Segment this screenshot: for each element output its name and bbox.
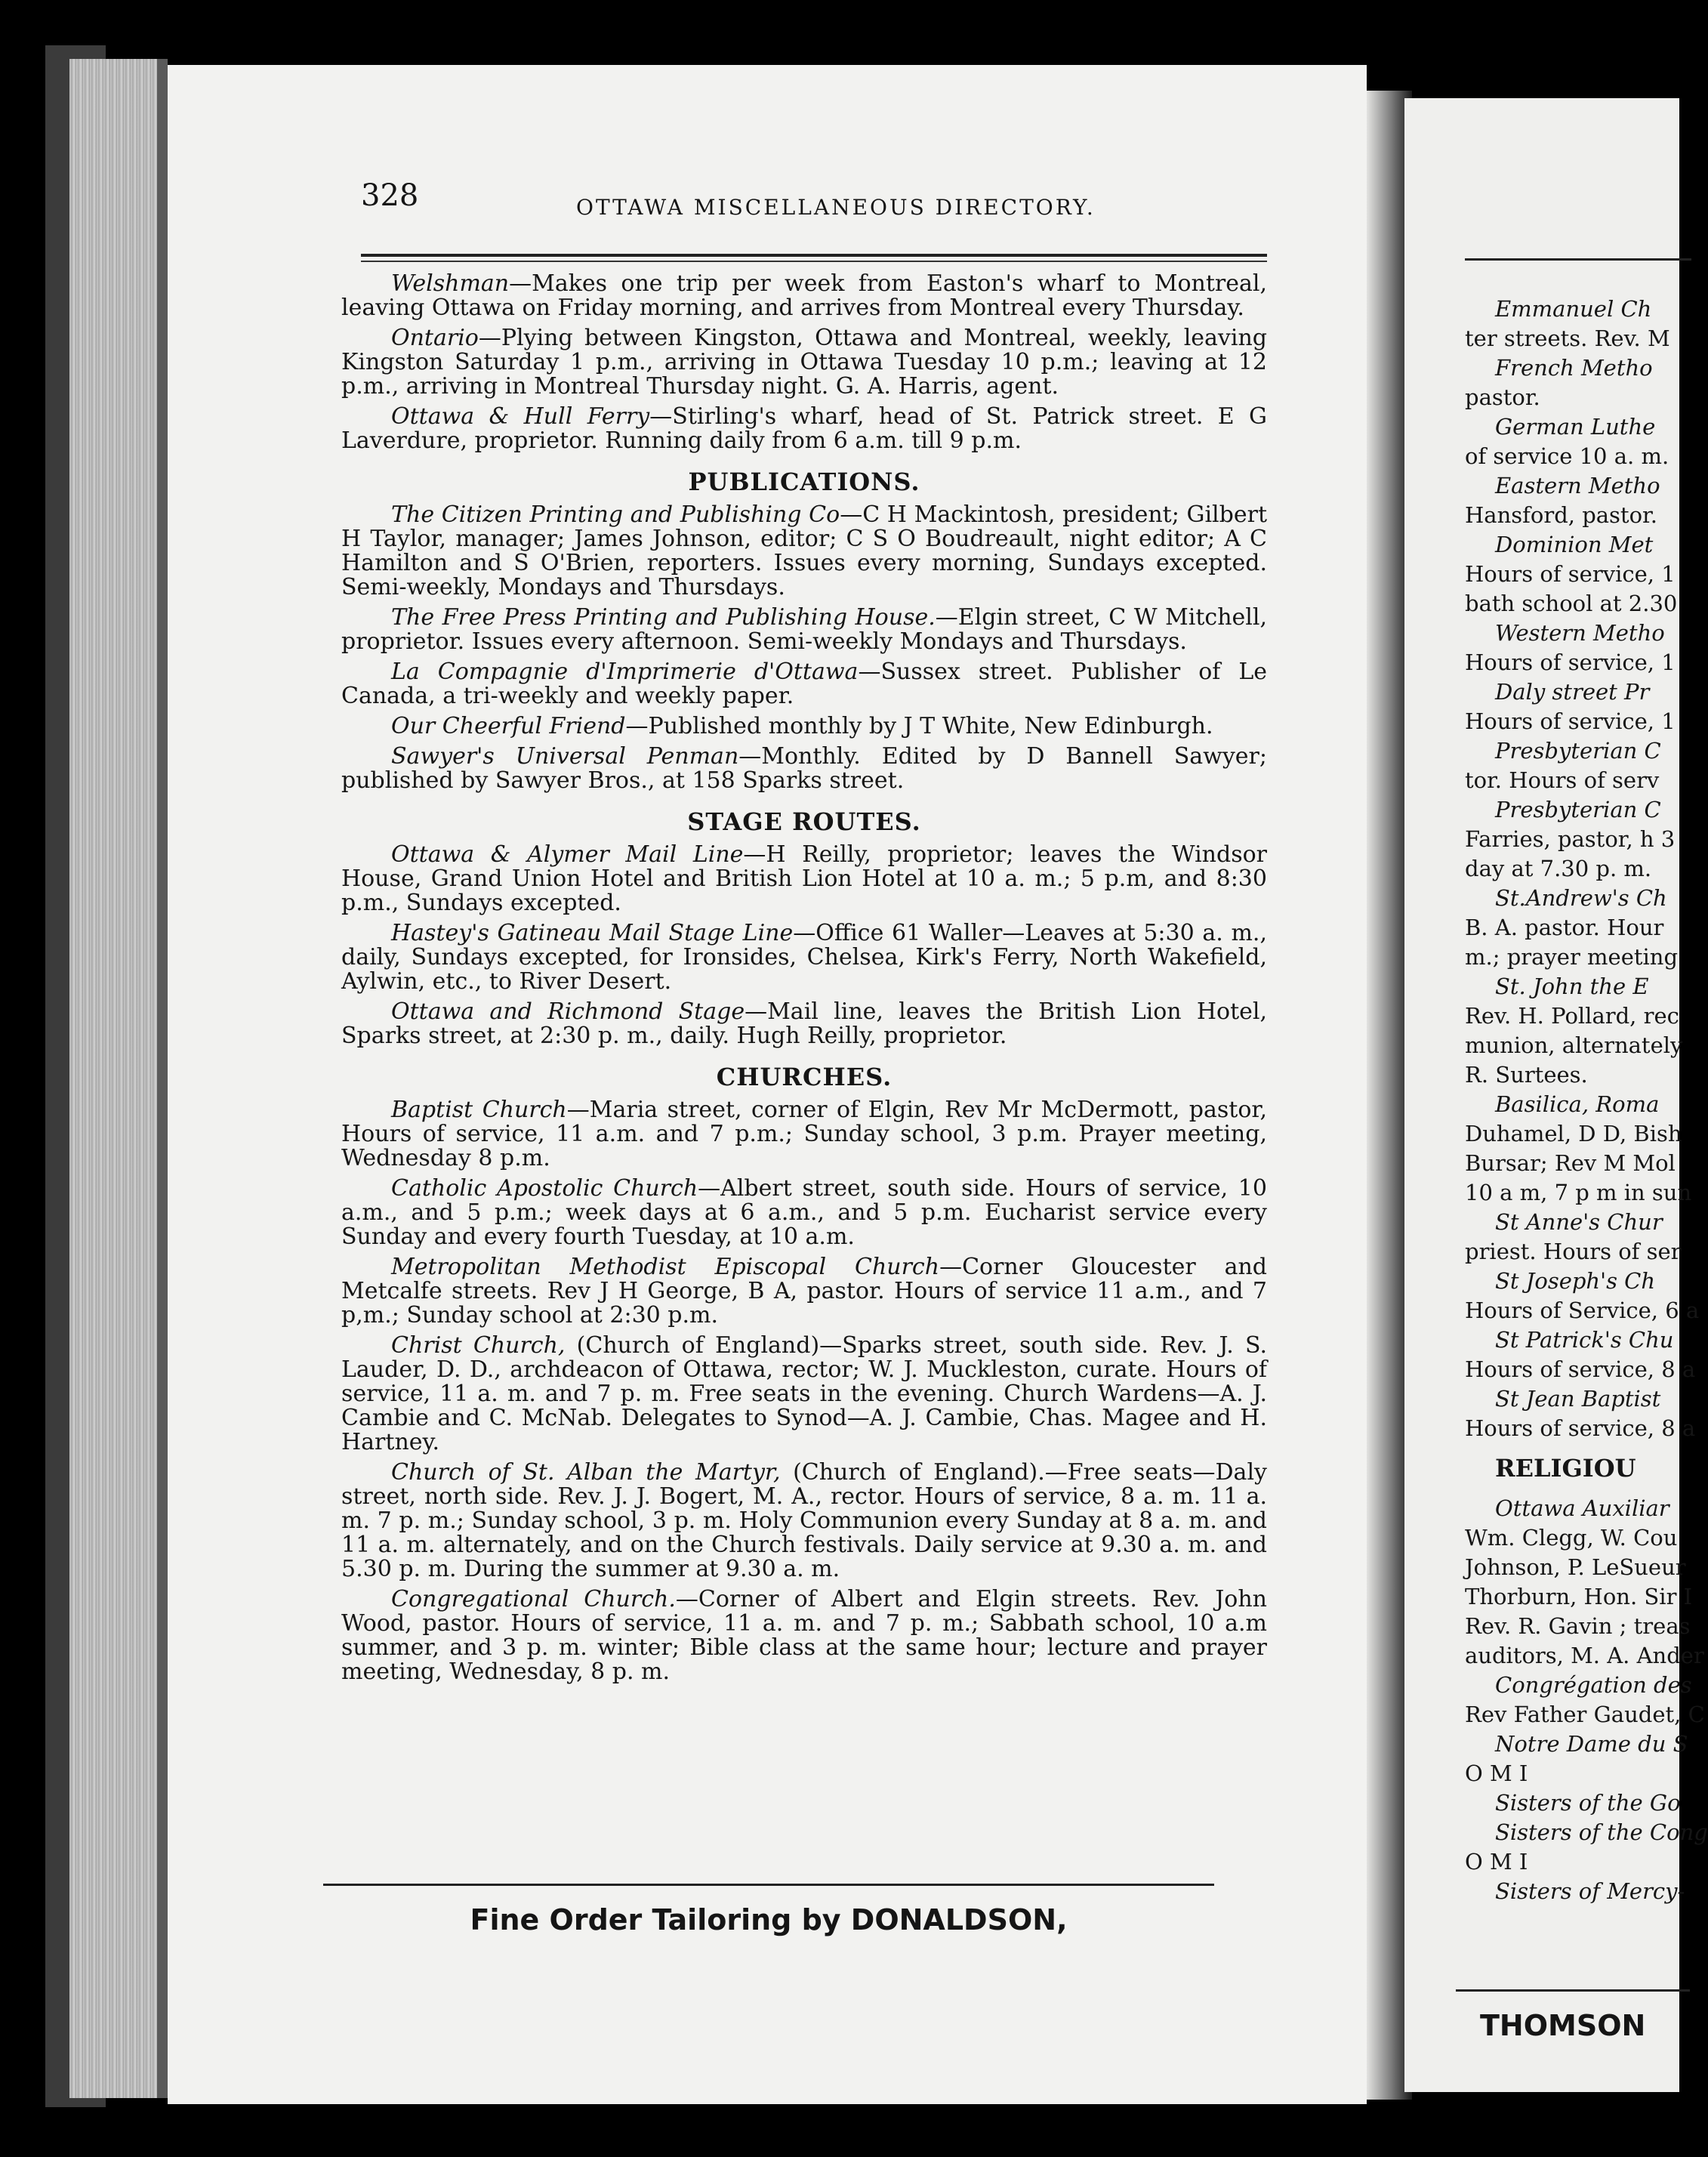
right-page-line: Duhamel, D D, Bish	[1465, 1121, 1682, 1146]
entry-text: —Office 61 Waller—Leaves at 5:30 a. m., daily, Sundays excepted, for Ironsides, Chelsea, Kirk's Ferry, North Wakefield, Aylwin, etc., to River Desert.	[341, 920, 1267, 995]
right-page-line: German Luthe	[1495, 414, 1656, 440]
entry-text: —Monthly. Edited by D Bannell Sawyer; published by Sawyer Bros., at 158 Sparks street.	[341, 743, 1267, 794]
directory-entry	[341, 714, 1267, 739]
directory-entry	[341, 405, 1267, 453]
right-page-line: St.Andrew's Ch	[1495, 885, 1667, 911]
entry-name: Catholic Apostolic Church	[391, 1175, 698, 1202]
directory-entry	[341, 745, 1267, 793]
entry-name: Ottawa and Richmond Stage	[391, 998, 745, 1025]
right-page-line: day at 7.30 p. m.	[1465, 856, 1652, 881]
right-page-line: Congrégation des	[1495, 1672, 1692, 1698]
right-page-line: 10 a m, 7 p m in sun	[1465, 1180, 1692, 1205]
right-page-line: Emmanuel Ch	[1495, 296, 1652, 322]
entry-text: —Mail line, leaves the British Lion Hotel, Sparks street, at 2:30 p. m., daily. Hugh Reilly, proprietor.	[341, 998, 1268, 1049]
right-page-line: Presbyterian C	[1495, 797, 1661, 822]
directory-entry	[341, 1255, 1267, 1328]
right-page-line: Hours of service, 1	[1465, 708, 1676, 734]
directory-entry	[341, 921, 1267, 994]
entry-text: —Elgin street, C W Mitchell, proprietor. Issues every afternoon. Semi-weekly Mondays and Thursdays.	[341, 604, 1267, 655]
right-page-line: Notre Dame du S	[1495, 1731, 1688, 1757]
right-page-lines	[1465, 295, 1706, 1906]
page-number: 328	[361, 178, 419, 213]
entry-name: Metropolitan Methodist Episcopal Church	[391, 1254, 940, 1280]
right-page-line: Sisters of the Cong	[1495, 1819, 1708, 1845]
entry-name: Sawyer's Universal Penman	[391, 743, 739, 770]
right-page-line: B. A. pastor. Hour	[1465, 915, 1664, 940]
header-rule	[361, 254, 1267, 257]
right-page-line: Farries, pastor, h 3	[1465, 826, 1676, 852]
entry-text: (Church of England).—Free seats—Daly street, north side. Rev. J. J. Bogert, M. A., rector. Hours of service, 8 a. m. 11 a. m. 7 p. m.; Sunday school, 3 p. m. Holy Communion every Sunday at 8 a. m. and 11 a. m. alternately, and on the Church festivals. Daily service at 9.30 a. m. and 5.30 p. m. During the summer at 9.30 a. m.	[341, 1459, 1267, 1582]
page-header	[361, 172, 1267, 218]
right-page-line: Rev. H. Pollard, rec	[1465, 1003, 1679, 1029]
entry-name: Ontario	[391, 325, 479, 351]
right-page-line: Hours of service, 8 a	[1465, 1356, 1696, 1382]
entry-name: Our Cheerful Friend	[391, 713, 626, 739]
directory-entry	[341, 606, 1267, 654]
right-page-line: ter streets. Rev. M	[1465, 326, 1670, 351]
entry-text: —Sussex street. Publisher of Le Canada, a tri-weekly and weekly paper.	[341, 659, 1267, 709]
right-page-line: Eastern Metho	[1495, 473, 1660, 498]
directory-entry	[341, 660, 1267, 708]
entry-text: —H Reilly, proprietor; leaves the Windsor House, Grand Union Hotel and British Lion Hotel at 10 a. m.; 5 p.m, and 8:30 p.m., Sundays excepted.	[341, 841, 1267, 916]
right-page-line: Daly street Pr	[1495, 679, 1650, 705]
right-page-line: Hours of Service, 6 a	[1465, 1298, 1700, 1323]
entry-text: —Makes one trip per week from Easton's wharf to Montreal, leaving Ottawa on Friday morning, and arrives from Montreal every Thursday.	[341, 270, 1267, 321]
right-page-line: Sisters of Mercy-	[1495, 1878, 1685, 1904]
right-page-footer-rule	[1456, 1989, 1690, 1992]
directory-content	[341, 272, 1267, 1690]
right-page-line: priest. Hours of ser	[1465, 1239, 1682, 1264]
entry-text: —Corner Gloucester and Metcalfe streets. Rev J H George, B A, pastor. Hours of service 11 a.m., and 7 p,m.; Sunday school at 2:30 p.m.	[341, 1254, 1267, 1328]
entry-text: —Maria street, corner of Elgin, Rev Mr McDermott, pastor, Hours of service, 11 a.m. and 7 p.m.; Sunday school, 3 p.m. Prayer meeting, Wednesday 8 p.m.	[341, 1097, 1267, 1171]
entry-text: —Corner of Albert and Elgin streets. Rev. John Wood, pastor. Hours of service, 11 a. m. and 7 p. m.; Sabbath school, 10 a.m summer, and 3 p. m. winter; Bible class at the same hour; lecture and prayer meeting, Wednesday, 8 p. m.	[341, 1586, 1267, 1685]
right-page-line: O M I	[1465, 1849, 1528, 1875]
right-page-line: Presbyterian C	[1495, 738, 1661, 764]
footer-advertisement: Fine Order Tailoring by DONALDSON,	[470, 1903, 1068, 1936]
directory-entry	[341, 843, 1267, 915]
right-page-line: Rev Father Gaudet, C	[1465, 1702, 1705, 1727]
right-page-line: Hours of service, 1	[1465, 561, 1676, 587]
entry-text: —C H Mackintosh, president; Gilbert H Taylor, manager; James Johnson, editor; C S O Boudreault, night editor; A C Hamilton and S O'Brien, reporters. Issues every morning, Sundays excepted. Semi-weekly, Mondays and Thursdays.	[341, 501, 1267, 600]
entry-name: Congregational Church.	[391, 1586, 676, 1612]
right-page-line: Basilica, Roma	[1495, 1091, 1660, 1117]
entry-name: Baptist Church	[391, 1097, 567, 1123]
right-page-section-heading: RELIGIOU	[1495, 1454, 1636, 1483]
entry-name: La Compagnie d'Imprimerie d'Ottawa	[391, 659, 859, 685]
entry-text: —Published monthly by J T White, New Edinburgh.	[625, 713, 1213, 739]
right-page-line: bath school at 2.30	[1465, 591, 1678, 616]
entry-name: Christ Church,	[391, 1332, 566, 1359]
entry-name: The Citizen Printing and Publishing Co	[391, 501, 840, 528]
entry-name: Ottawa & Hull Ferry	[391, 403, 650, 430]
right-page-line: Hours of service, 8 a	[1465, 1415, 1696, 1441]
footer-rule	[323, 1884, 1214, 1886]
right-page-line: Western Metho	[1495, 620, 1665, 646]
right-page-line: Thorburn, Hon. Sir I	[1465, 1584, 1693, 1609]
right-page-line: Hours of service, 1	[1465, 650, 1676, 675]
entry-text: —Plying between Kingston, Ottawa and Montreal, weekly, leaving Kingston Saturday 1 p.m., arriving in Ottawa Tuesday 10 p.m.; leaving at 12 p.m., arriving in Montreal Thursday night. G. A. Harris, agent.	[341, 325, 1267, 400]
right-page-line: auditors, M. A. Ander	[1465, 1643, 1704, 1668]
right-page-line: St Jean Baptist	[1495, 1386, 1661, 1412]
entry-name: Church of St. Alban the Martyr,	[391, 1459, 781, 1486]
entry-text: (Church of England)—Sparks street, south side. Rev. J. S. Lauder, D. D., archdeacon of Ottawa, rector; W. J. Muckleston, curate. Hours of service, 11 a. m. and 7 p. m. Free seats in the evening. Church Wardens—A. J. Cambie and C. McNab. Delegates to Synod—A. J. Cambie, Chas. Magee and H. Hartney.	[341, 1332, 1267, 1455]
right-page-line: Dominion Met	[1495, 532, 1654, 557]
right-page-line: French Metho	[1495, 355, 1653, 381]
entry-text: —Stirling's wharf, head of St. Patrick street. E G Laverdure, proprietor. Running daily from 6 a.m. till 9 p.m.	[341, 403, 1267, 454]
directory-entry	[341, 1177, 1267, 1249]
right-page-line: St. John the E	[1495, 974, 1649, 999]
right-page-line: Wm. Clegg, W. Cou	[1465, 1525, 1678, 1551]
right-page-line: pastor.	[1465, 384, 1540, 410]
edge-shadow	[157, 59, 168, 2098]
right-page	[1404, 98, 1708, 2092]
page-edges	[69, 59, 160, 2098]
right-page-line: O M I	[1465, 1760, 1528, 1786]
right-page-line: Hansford, pastor.	[1465, 502, 1657, 528]
directory-entry	[341, 1000, 1267, 1048]
entry-name: The Free Press Printing and Publishing House.	[391, 604, 936, 631]
right-page-line: Ottawa Auxiliar	[1495, 1495, 1669, 1521]
right-page-line: St Anne's Chur	[1495, 1209, 1663, 1235]
entry-name: Welshman	[391, 270, 510, 297]
section-heading: STAGE ROUTES.	[687, 807, 921, 836]
right-page-line: Johnson, P. LeSueur	[1465, 1554, 1686, 1580]
directory-entry	[341, 1334, 1267, 1455]
directory-entry	[341, 1461, 1267, 1581]
entry-name: Ottawa & Alymer Mail Line	[391, 841, 744, 868]
entry-text: —Albert street, south side. Hours of service, 10 a.m., and 5 p.m.; week days at 6 a.m., and 5 p.m. Eucharist service every Sunday and every fourth Tuesday, at 10 a.m.	[341, 1175, 1267, 1250]
directory-entry	[341, 503, 1267, 600]
right-page-line: Bursar; Rev M Mol	[1465, 1150, 1676, 1176]
right-page-line: St Joseph's Ch	[1495, 1268, 1656, 1294]
right-page-line: of service 10 a. m.	[1465, 443, 1669, 469]
running-head: OTTAWA MISCELLANEOUS DIRECTORY.	[576, 195, 1096, 220]
directory-entry	[341, 1588, 1267, 1684]
section-heading: CHURCHES.	[716, 1063, 893, 1091]
right-page-footer-advertisement: THOMSON	[1480, 2009, 1646, 2042]
right-page-line: Sisters of the Go	[1495, 1790, 1681, 1816]
right-page-line: Rev. R. Gavin ; treas	[1465, 1613, 1691, 1639]
section-heading: PUBLICATIONS.	[688, 468, 920, 496]
right-page-line: tor. Hours of serv	[1465, 767, 1660, 793]
directory-entry	[341, 1098, 1267, 1171]
header-rule-thin	[361, 261, 1267, 262]
right-page-line: St Patrick's Chu	[1495, 1327, 1674, 1353]
right-page-line: munion, alternately	[1465, 1032, 1683, 1058]
right-page-header-rule	[1465, 258, 1691, 261]
entry-name: Hastey's Gatineau Mail Stage Line	[391, 920, 794, 946]
right-page-line: R. Surtees.	[1465, 1062, 1588, 1088]
directory-entry	[341, 272, 1267, 320]
right-page-line: m.; prayer meeting	[1465, 944, 1679, 970]
directory-entry	[341, 326, 1267, 399]
